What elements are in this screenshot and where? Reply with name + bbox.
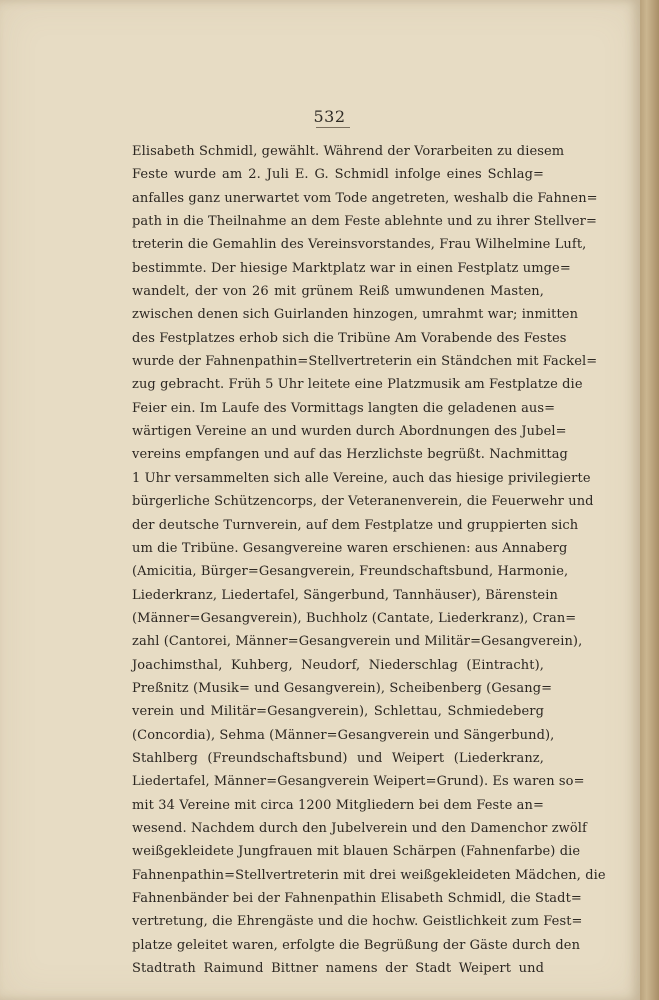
text-line: vertretung, die Ehrengäste und die hochw. Geistlichkeit zum Fest=	[132, 914, 583, 930]
page-number-rule	[316, 127, 350, 128]
text-line: Joachimsthal, Kuhberg, Neudorf, Niederschlag (Eintracht),	[132, 657, 544, 673]
text-line: bestimmte. Der hiesige Marktplatz war in einen Festplatz umge=	[132, 260, 571, 276]
text-line: treterin die Gemahlin des Vereinsvorstandes, Frau Wilhelmine Luft,	[132, 237, 587, 253]
body-text	[132, 140, 606, 980]
text-line: (Männer=Gesangverein), Buchholz (Cantate, Liederkranz), Cran=	[132, 610, 577, 626]
page-number: 532	[313, 107, 346, 126]
text-line: verein und Militär=Gesangverein), Schlettau, Schmiedeberg	[132, 704, 544, 720]
text-line: 1 Uhr versammelten sich alle Vereine, auch das hiesige privilegierte	[132, 470, 591, 486]
text-line: Fahnenbänder bei der Fahnenpathin Elisabeth Schmidl, die Stadt=	[132, 891, 582, 906]
text-line: platze geleitet waren, erfolgte die Begrüßung der Gäste durch den	[132, 937, 581, 953]
text-line: path in die Theilnahme an dem Feste ablehnte und zu ihrer Stellver=	[132, 214, 597, 230]
text-line: mit 34 Vereine mit circa 1200 Mitgliedern bei dem Feste an=	[132, 797, 544, 813]
text-line: Stadtrath Raimund Bittner namens der Stadt Weipert und	[132, 961, 544, 977]
text-line: Feier ein. Im Laufe des Vormittags langten die geladenen aus=	[132, 400, 556, 416]
text-line: um die Tribüne. Gesangvereine waren erschienen: aus Annaberg	[132, 540, 568, 556]
text-line: wesend. Nachdem durch den Jubelverein und den Damenchor zwölf	[132, 820, 587, 836]
text-line: zug gebracht. Früh 5 Uhr leitete eine Platzmusik am Festplatze die	[132, 377, 583, 393]
text-line: des Festplatzes erhob sich die Tribüne Am Vorabende des Festes	[132, 330, 567, 346]
text-line: anfalles ganz unerwartet vom Tode angetreten, weshalb die Fahnen=	[132, 190, 598, 206]
text-line: wandelt, der von 26 mit grünem Reiß umwundenen Masten,	[132, 284, 544, 300]
text-line: Elisabeth Schmidl, gewählt. Während der Vorarbeiten zu diesem	[132, 144, 565, 159]
text-line: Fahnenpathin=Stellvertreterin mit drei weißgekleideten Mädchen, die	[132, 867, 606, 883]
text-line: vereins empfangen und auf das Herzlichste begrüßt. Nachmittag	[132, 447, 568, 463]
page-edge	[640, 0, 659, 1000]
text-line: bürgerliche Schützencorps, der Veteranenverein, die Feuerwehr und	[132, 494, 594, 510]
text-line: zahl (Cantorei, Männer=Gesangverein und Militär=Gesangverein),	[132, 634, 583, 650]
text-line: Liederkranz, Liedertafel, Sängerbund, Tannhäuser), Bärenstein	[132, 587, 558, 603]
text-line: Stahlberg (Freundschaftsbund) und Weipert (Liederkranz,	[132, 750, 544, 766]
text-line: Preßnitz (Musik= und Gesangverein), Scheibenberg (Gesang=	[132, 680, 553, 696]
text-line: Feste wurde am 2. Juli E. G. Schmidl infolge eines Schlag=	[132, 167, 544, 183]
text-line: zwischen denen sich Guirlanden hinzogen, umrahmt war; inmitten	[132, 307, 579, 323]
text-line: wärtigen Vereine an und wurden durch Abordnungen des Jubel=	[132, 424, 567, 440]
text-line: der deutsche Turnverein, auf dem Festplatze und gruppierten sich	[132, 517, 579, 533]
text-line: (Amicitia, Bürger=Gesangverein, Freundschaftsbund, Harmonie,	[132, 564, 569, 580]
text-line: (Concordia), Sehma (Männer=Gesangverein und Sängerbund),	[132, 727, 555, 743]
text-line: weißgekleidete Jungfrauen mit blauen Schärpen (Fahnenfarbe) die	[132, 844, 581, 860]
text-line: wurde der Fahnenpathin=Stellvertreterin ein Ständchen mit Fackel=	[132, 354, 598, 370]
text-line: Liedertafel, Männer=Gesangverein Weipert=Grund). Es waren so=	[132, 774, 585, 790]
